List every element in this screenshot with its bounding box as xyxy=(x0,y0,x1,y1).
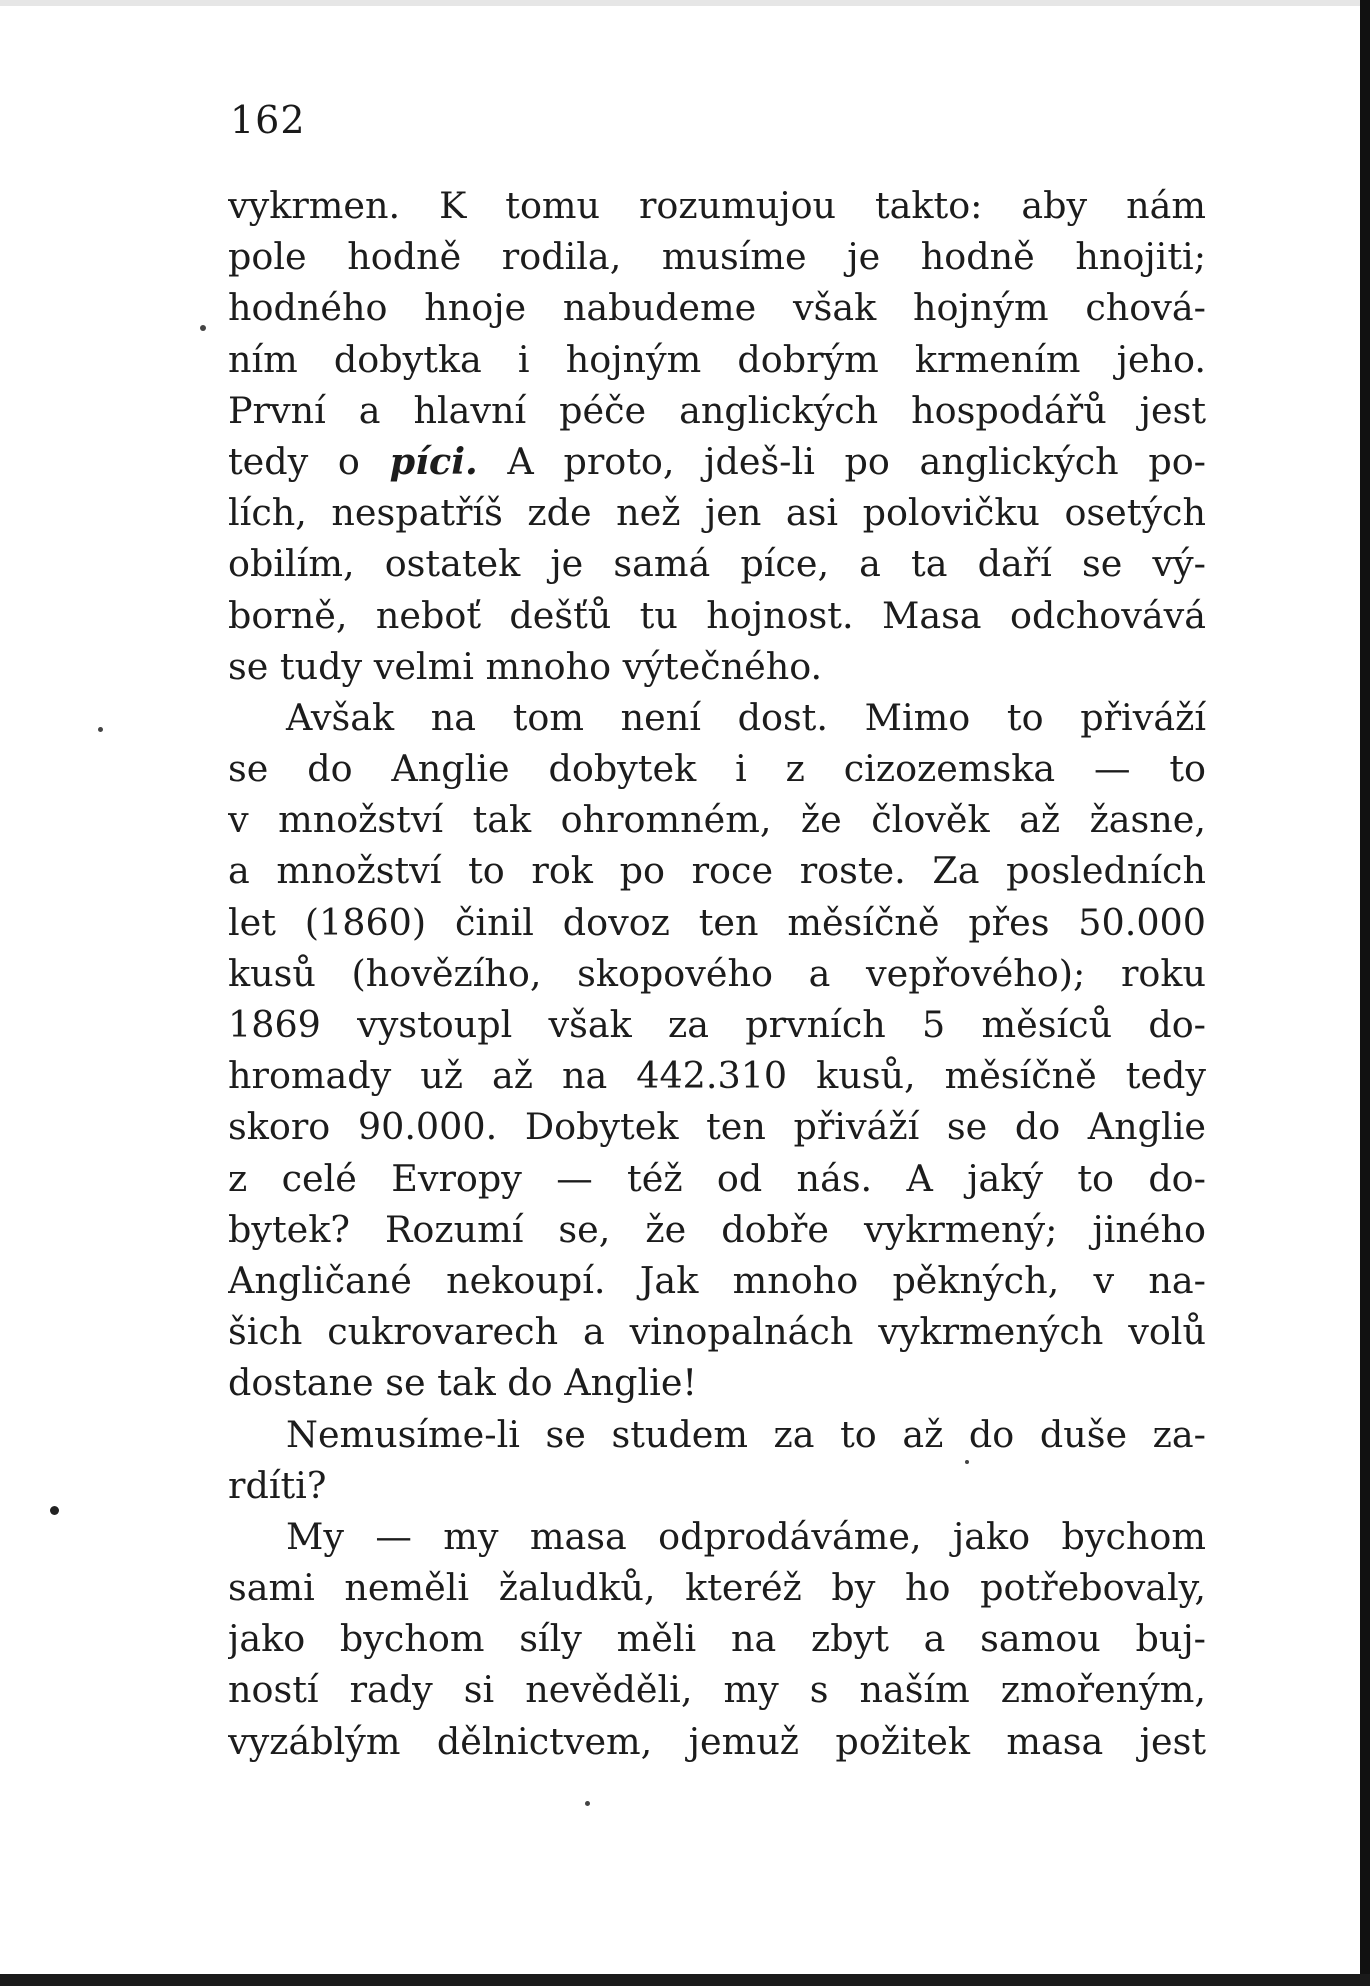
text-line: ním dobytka i hojným dobrým krmením jeho. xyxy=(228,337,1206,381)
text-line: rdíti? xyxy=(228,1463,327,1507)
text-line: let (1860) činil dovoz ten měsíčně přes 50.000 xyxy=(228,900,1206,944)
text-line: Nemusíme-li se studem za to až do duše za- xyxy=(286,1412,1206,1456)
text-line: borně, neboť dešťů tu hojnost. Masa odchovává xyxy=(228,593,1206,637)
line-segment: A proto, jdeš-li po anglických po- xyxy=(477,439,1206,483)
scan-edge-bottom xyxy=(0,1974,1370,1986)
scan-speck xyxy=(200,325,206,331)
scan-speck xyxy=(98,727,103,732)
scan-edge-top xyxy=(0,0,1370,6)
text-line: 1869 vystoupl však za prvních 5 měsíců do- xyxy=(228,1003,1206,1046)
text-line: sami neměli žaludků, kteréž by ho potřebovaly, xyxy=(228,1566,1206,1610)
text-line: šich cukrovarech a vinopalnách vykrmených volů xyxy=(228,1310,1206,1354)
text-line: ností rady si nevěděli, my s naším zmořeným, xyxy=(228,1668,1206,1712)
text-line: se do Anglie dobytek i z cizozemska — to xyxy=(228,747,1206,791)
text-line: kusů (hovězího, skopového a vepřového); roku xyxy=(228,951,1206,995)
text-line: a množství to rok po roce roste. Za posledních xyxy=(228,849,1206,893)
scan-speck xyxy=(50,1506,59,1515)
text-line: pole hodně rodila, musíme je hodně hnojiti; xyxy=(228,235,1206,279)
text-line: dostane se tak do Anglie! xyxy=(228,1361,698,1405)
line-segment: tedy o xyxy=(228,439,390,483)
text-line: jako bychom síly měli na zbyt a samou buj- xyxy=(228,1617,1206,1661)
text-line: v množství tak ohromném, že člověk až žasne, xyxy=(228,798,1206,842)
scan-edge-right xyxy=(1360,0,1370,1986)
text-line: Angličané nekoupí. Jak mnoho pěkných, v na- xyxy=(228,1258,1206,1302)
text-line: hromady už až na 442.310 kusů, měsíčně tedy xyxy=(228,1054,1206,1098)
text-line: se tudy velmi mnoho výtečného. xyxy=(228,644,823,688)
body-text xyxy=(228,180,1206,1767)
text-line: lích, nespatříš zde než jen asi polovičku osetých xyxy=(228,491,1206,535)
text-line: hodného hnoje nabudeme však hojným chová- xyxy=(228,286,1206,330)
italic-term: píci. xyxy=(389,439,478,483)
text-line: První a hlavní péče anglických hospodářů jest xyxy=(228,388,1206,432)
text-line: vyzáblým dělnictvem, jemuž požitek masa jest xyxy=(228,1719,1206,1763)
text-line: Avšak na tom není dost. Mimo to přiváží xyxy=(286,695,1206,739)
scan-speck xyxy=(585,1801,590,1806)
text-line-with-italic xyxy=(228,436,1206,487)
text-line: obilím, ostatek je samá píce, a ta daří se vý- xyxy=(228,542,1206,586)
text-line: My — my masa odprodáváme, jako bychom xyxy=(286,1514,1206,1558)
text-line: skoro 90.000. Dobytek ten přiváží se do Anglie xyxy=(228,1105,1206,1149)
page-number: 162 xyxy=(230,98,306,142)
text-line: z celé Evropy — též od nás. A jaký to do- xyxy=(228,1156,1206,1200)
text-line: bytek? Rozumí se, že dobře vykrmený; jiného xyxy=(228,1207,1206,1251)
text-line: vykrmen. K tomu rozumujou takto: aby nám xyxy=(228,184,1206,227)
